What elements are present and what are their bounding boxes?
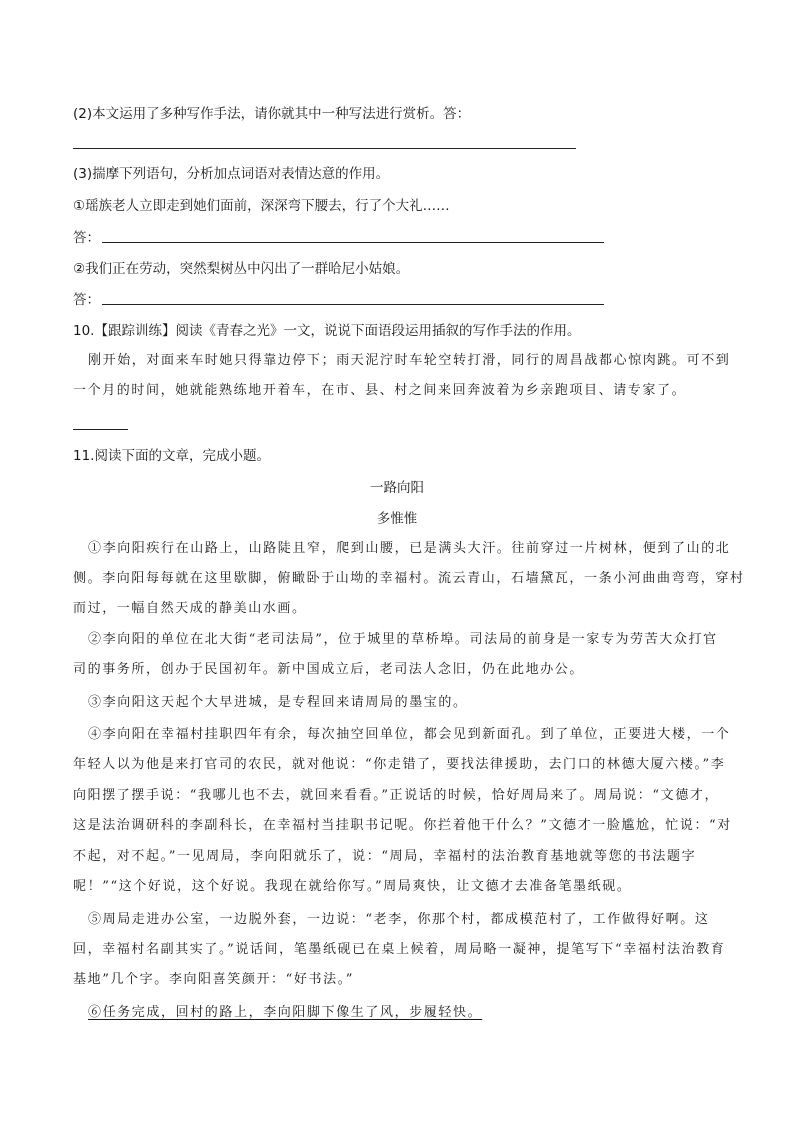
quoted-sentence-1: ①瑶族老人立即走到她们面前，深深弯下腰去，行了个大礼…… xyxy=(73,198,450,214)
answer-line xyxy=(102,242,604,243)
article-paragraph-line: ④李向阳在幸福村挂职四年有余，每次抽空回单位，都会见到新面孔。到了单位，正要进大楼，一个 xyxy=(88,727,731,742)
answer-line xyxy=(73,429,128,430)
article-paragraph-line: 不起，对不起。”一见周局，李向阳就乐了，说：“周局，幸福村的法治教育基地就等您的书法题字 xyxy=(73,849,697,864)
article-paragraph-line: ③李向阳这天起个大早进城，是专程回来请周局的墨宝的。 xyxy=(88,695,468,710)
question-11-prompt: 11.阅读下面的文章，完成小题。 xyxy=(73,448,270,464)
article-author: 多惟惟 xyxy=(376,511,418,527)
article-paragraph-line: 年轻人以为他是来打官司的农民，就对他说：“你走错了，要找法律援助，去门口的林德大厦六楼。”李 xyxy=(73,757,726,772)
article-paragraph-line: 回，幸福村名副其实了。”说话间，笔墨纸砚已在桌上候着，周局略一凝神，提笔写下“幸福村法治教育 xyxy=(73,942,726,957)
article-paragraph-line: 侧。李向阳每每就在这里歇脚，俯瞰卧于山坳的幸福村。流云青山，石墙黛瓦，一条小河曲曲弯弯，穿村 xyxy=(73,571,745,586)
article-paragraph-line: 这是法治调研科的李副科长，在幸福村当挂职书记呢。你拦着他干什么？”文德才一脸尴尬，忙说：“对 xyxy=(73,818,732,833)
article-paragraph-line: 呢！”“这个好说，这个好说。我现在就给你写。”周局爽快，让文德才去准备笔墨纸砚。 xyxy=(73,879,632,894)
article-paragraph-line: 向阳摆了摆手说：“我哪儿也不去，就回来看看。”正说话的时候，恰好周局来了。周局说：“文德才， xyxy=(73,788,720,803)
question-10-prompt: 10.【跟踪训练】阅读《青春之光》一文，说说下面语段运用插叙的写作手法的作用。 xyxy=(73,323,581,339)
article-paragraph-line: 而过，一幅自然天成的静美山水画。 xyxy=(73,601,307,616)
passage-line: 一个月的时间，她就能熟练地开着车，在市、县、村之间来回奔波着为乡亲跑项目、请专家了。 xyxy=(73,383,687,398)
article-paragraph-line: ⑤周局走进办公室，一边脱外套，一边说：“老李，你那个村，都成模范村了，工作做得好啊。这 xyxy=(88,912,710,927)
quoted-sentence-2: ②我们正在劳动，突然梨树丛中闪出了一群哈尼小姑娘。 xyxy=(73,261,410,277)
article-paragraph-line: 基地”几个字。李向阳喜笑颜开：“好书法。” xyxy=(73,972,355,987)
answer-label-2: 答： xyxy=(73,292,100,308)
article-title: 一路向阳 xyxy=(370,480,424,496)
article-paragraph-line: ①李向阳疾行在山路上，山路陡且窄，爬到山腰，已是满头大汗。往前穿过一片树林，便到了山的北 xyxy=(88,541,731,556)
passage-line: 刚开始，对面来车时她只得靠边停下；雨天泥泞时车轮空转打滑，同行的周昌战都心惊肉跳。可不到 xyxy=(88,353,731,368)
question-9-part-2: (2)本文运用了多种写作手法，请你就其中一种写法进行赏析。答： xyxy=(73,106,471,122)
article-paragraph-line: 司的事务所，创办于民国初年。新中国成立后，老司法人念旧，仍在此地办公。 xyxy=(73,662,585,677)
article-paragraph-line: ②李向阳的单位在北大街“老司法局”，位于城里的草桥埠。司法局的前身是一家专为劳苦大众打官 xyxy=(88,632,718,647)
question-9-part-3: (3)揣摩下列语句，分析加点词语对表情达意的作用。 xyxy=(73,166,390,182)
answer-line xyxy=(73,148,576,149)
answer-line xyxy=(102,304,604,305)
underlined-sentence: ⑥任务完成，回村的路上，李向阳脚下像生了风，步履轻快。 xyxy=(88,1005,483,1020)
answer-label-1: 答： xyxy=(73,230,100,246)
